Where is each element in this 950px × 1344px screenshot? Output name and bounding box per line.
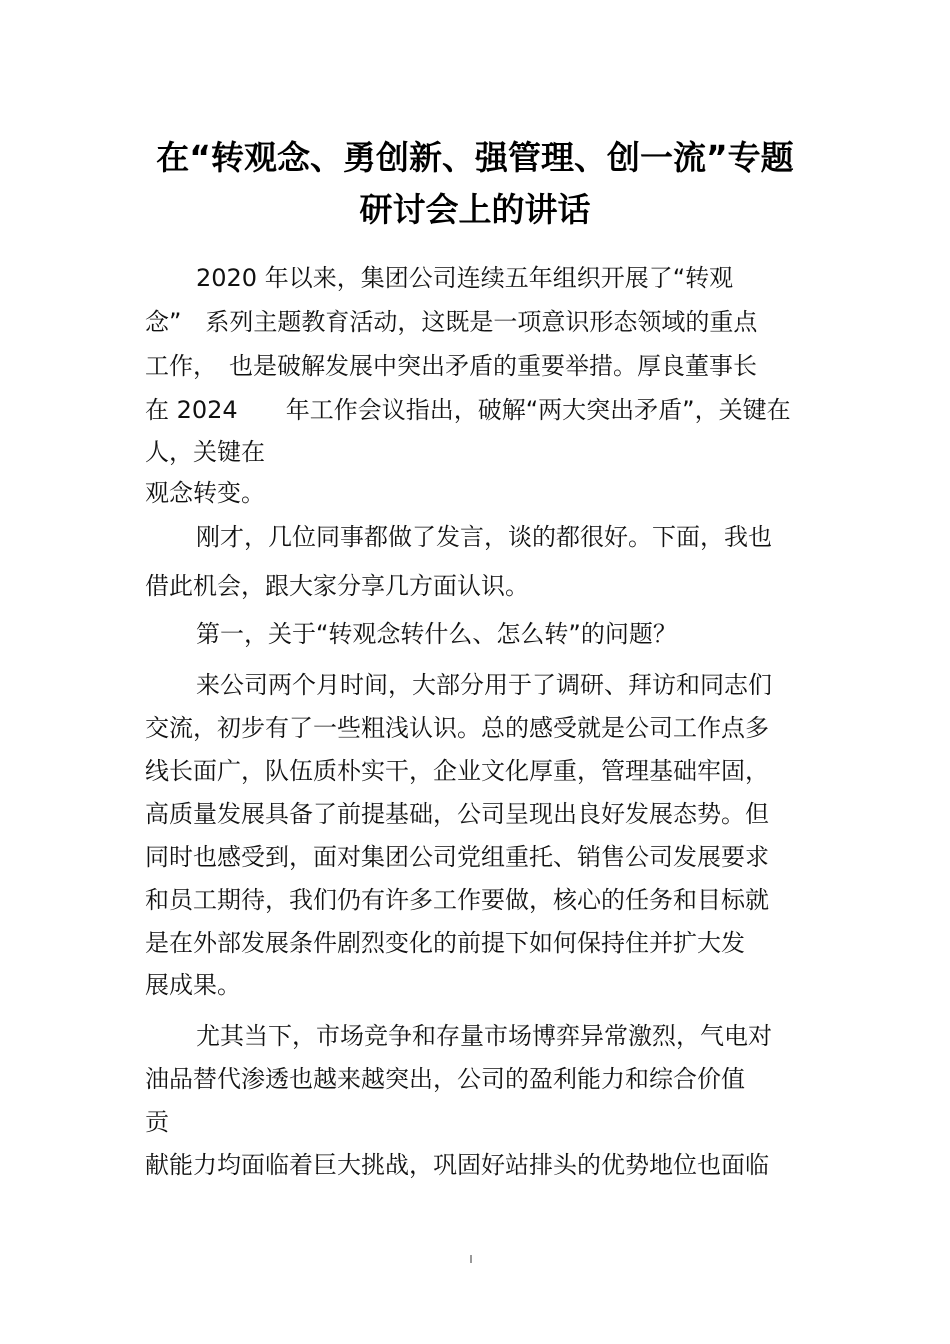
paragraph-line: 借此机会，跟大家分享几方面认识。 bbox=[145, 572, 529, 600]
paragraph-line: 展成果。 bbox=[145, 971, 241, 999]
paragraph-line: 工作， 也是破解发展中突出矛盾的重要举措。厚良董事长 bbox=[145, 352, 757, 380]
document-title-line-1: 在“转观念、勇创新、强管理、创一流”专题 bbox=[156, 138, 794, 177]
paragraph-line: 油品替代渗透也越来越突出，公司的盈利能力和综合价值 bbox=[145, 1065, 745, 1093]
paragraph-line: 尤其当下，市场竞争和存量市场博弈异常激烈，气电对 bbox=[196, 1022, 772, 1050]
paragraph-line: 念” 系列主题教育活动，这既是一项意识形态领域的重点 bbox=[145, 308, 758, 336]
paragraph-line: 和员工期待，我们仍有许多工作要做，核心的任务和目标就 bbox=[145, 886, 769, 914]
paragraph-line: 贡 bbox=[145, 1108, 169, 1136]
paragraph-line: 人，关键在 bbox=[145, 438, 265, 466]
paragraph-line: 交流，初步有了一些粗浅认识。总的感受就是公司工作点多 bbox=[145, 714, 769, 742]
paragraph-line: 观念转变。 bbox=[145, 479, 265, 507]
paragraph-line: 2020 年以来，集团公司连续五年组织开展了“转观 bbox=[196, 264, 734, 292]
section-heading: 第一，关于“转观念转什么、怎么转”的问题？ bbox=[196, 620, 677, 648]
paragraph-line: 来公司两个月时间，大部分用于了调研、拜访和同志们 bbox=[196, 671, 772, 699]
page-number-mark bbox=[470, 1255, 472, 1263]
paragraph-line: 在 2024 年工作会议指出，破解“两大突出矛盾”，关键在 bbox=[145, 396, 791, 424]
paragraph-line: 同时也感受到，面对集团公司党组重托、销售公司发展要求 bbox=[145, 843, 769, 871]
document-title-line-2: 研讨会上的讲话 bbox=[359, 190, 591, 229]
paragraph-line: 献能力均面临着巨大挑战，巩固好站排头的优势地位也面临 bbox=[145, 1151, 769, 1179]
paragraph-line: 高质量发展具备了前提基础，公司呈现出良好发展态势。但 bbox=[145, 800, 769, 828]
paragraph-line: 是在外部发展条件剧烈变化的前提下如何保持住并扩大发 bbox=[145, 929, 745, 957]
paragraph-line: 线长面广，队伍质朴实干，企业文化厚重，管理基础牢固， bbox=[145, 757, 769, 785]
paragraph-line: 刚才，几位同事都做了发言，谈的都很好。下面，我也 bbox=[196, 523, 772, 551]
